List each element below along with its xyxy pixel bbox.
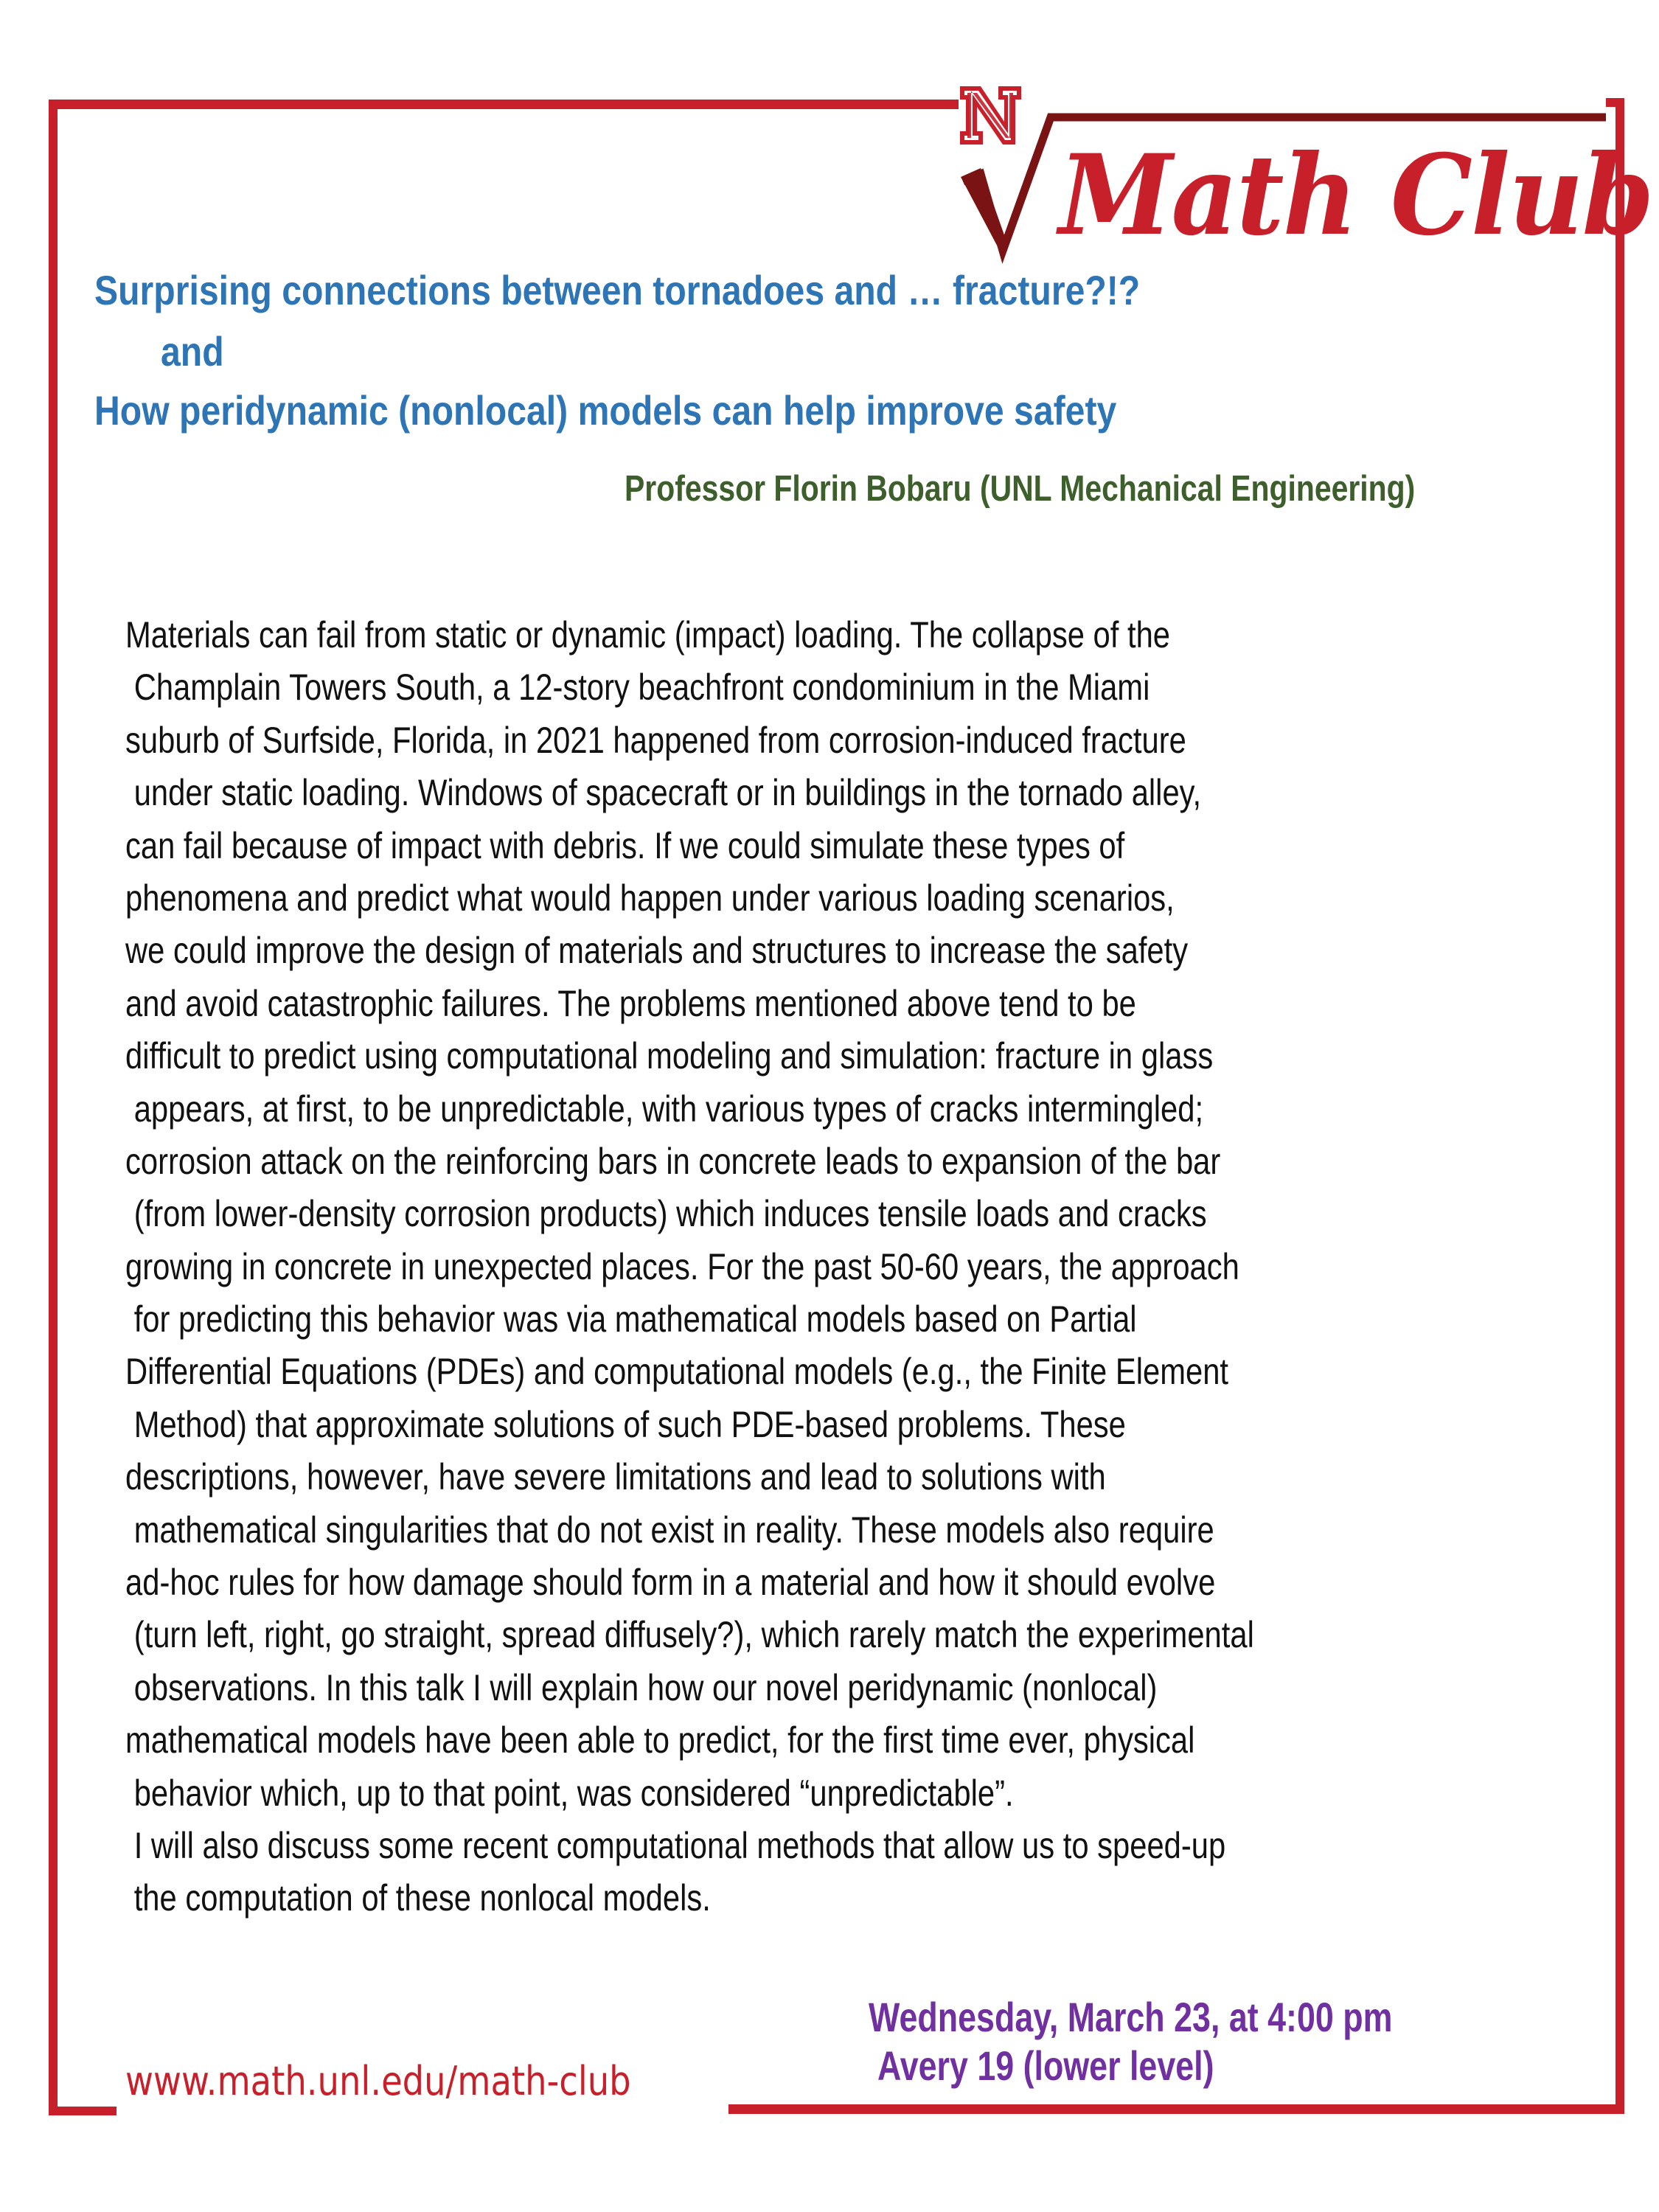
abstract-line: appears, at first, to be unpredictable, with various types of cracks intermingled; <box>133 1088 1204 1130</box>
frame-right-top-tab <box>1606 98 1624 107</box>
frame-bottom-left-border <box>49 2107 116 2115</box>
abstract-line: difficult to predict using computational modeling and simulation: fracture in glass <box>125 1035 1214 1077</box>
abstract-line: Materials can fail from static or dynamic (impact) loading. The collapse of the <box>125 614 1171 655</box>
abstract-line: mathematical singularities that do not exist in reality. These models also require <box>133 1509 1214 1551</box>
abstract-line: can fail because of impact with debris. If we could simulate these types of <box>125 824 1125 866</box>
talk-title-line-1: Surprising connections between tornadoes and … fracture?!? <box>94 267 1141 313</box>
abstract-line: I will also discuss some recent computational methods that allow us to speed-up <box>133 1824 1226 1866</box>
abstract-line: (from lower-density corrosion products) which induces tensile loads and cracks <box>133 1193 1207 1235</box>
abstract-line: suburb of Surfside, Florida, in 2021 happened from corrosion-induced fracture <box>125 719 1186 761</box>
math-club-website-link[interactable]: www.math.unl.edu/math-club <box>125 2058 631 2104</box>
abstract-line: the computation of these nonlocal models. <box>133 1877 711 1919</box>
abstract-line: (turn left, right, go straight, spread diffusely?), which rarely match the experimental <box>133 1614 1254 1656</box>
abstract-line: and avoid catastrophic failures. The problems mentioned above tend to be <box>125 982 1136 1024</box>
event-datetime: Wednesday, March 23, at 4:00 pm <box>869 1994 1393 2040</box>
abstract-line: we could improve the design of materials and structures to increase the safety <box>125 930 1189 972</box>
abstract-line: Differential Equations (PDEs) and computational models (e.g., the Finite Element <box>125 1351 1229 1393</box>
frame-left-border <box>49 100 58 2115</box>
abstract-line: descriptions, however, have severe limitations and lead to solutions with <box>125 1456 1106 1498</box>
abstract-line: growing in concrete in unexpected places. For the past 50-60 years, the approach <box>125 1245 1239 1287</box>
abstract-line: under static loading. Windows of spacecraft or in buildings in the tornado alley, <box>133 772 1202 814</box>
abstract-line: Method) that approximate solutions of such PDE-based problems. These <box>133 1403 1126 1445</box>
abstract-line: behavior which, up to that point, was considered “unpredictable”. <box>133 1772 1014 1814</box>
speaker-name: Professor Florin Bobaru (UNL Mechanical Engineering) <box>625 469 1416 509</box>
talk-abstract <box>125 609 1603 1925</box>
abstract-line: observations. In this talk I will explain how our novel peridynamic (nonlocal) <box>133 1666 1158 1708</box>
abstract-line: phenomena and predict what would happen under various loading scenarios, <box>125 877 1175 919</box>
talk-title-connector: and <box>161 328 224 375</box>
abstract-line: mathematical models have been able to predict, for the first time ever, physical <box>125 1719 1195 1761</box>
frame-top-border <box>49 100 959 109</box>
frame-right-border <box>1615 98 1624 2114</box>
nebraska-n-logo-icon <box>959 85 1023 146</box>
club-name-title: Math Club <box>1059 131 1653 260</box>
abstract-line: for predicting this behavior was via mathematical models based on Partial <box>133 1298 1137 1340</box>
talk-title-line-2: How peridynamic (nonlocal) models can help improve safety <box>94 387 1117 434</box>
abstract-line: corrosion attack on the reinforcing bars in concrete leads to expansion of the bar <box>125 1140 1221 1182</box>
frame-bottom-right-border <box>728 2104 1624 2114</box>
abstract-line: ad-hoc rules for how damage should form in a material and how it should evolve <box>125 1562 1216 1604</box>
event-location: Avery 19 (lower level) <box>877 2042 1214 2089</box>
abstract-line: Champlain Towers South, a 12-story beachfront condominium in the Miami <box>133 667 1150 709</box>
